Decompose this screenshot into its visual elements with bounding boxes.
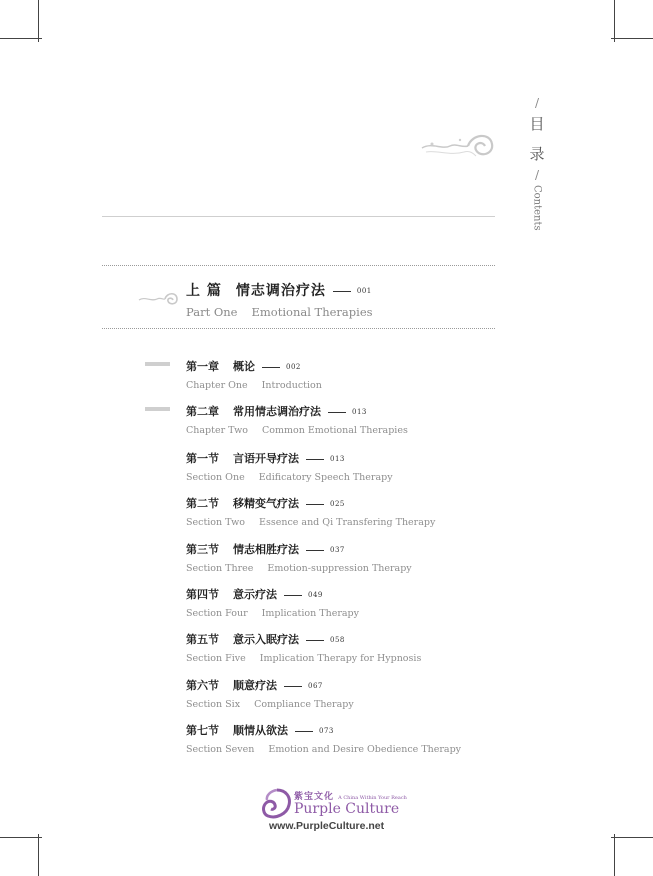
section-entry[interactable] xyxy=(186,541,412,574)
chapter-title-en: Chapter One Introduction xyxy=(186,380,322,391)
page-number: 025 xyxy=(330,500,345,508)
heading-en: Contents xyxy=(531,185,543,231)
page-number: 002 xyxy=(286,363,301,371)
section-title-cn: 第二节 移精变气疗法 025 xyxy=(186,497,345,510)
section-title-en: Section Two Essence and Qi Transfering Therapy xyxy=(186,517,436,528)
section-title-en: Section Four Implication Therapy xyxy=(186,608,359,619)
section-entry[interactable] xyxy=(186,677,354,710)
header-divider xyxy=(102,216,495,217)
section-entry[interactable] xyxy=(186,722,461,755)
chapter-title-en: Chapter Two Common Emotional Therapies xyxy=(186,425,408,436)
page-number: 001 xyxy=(356,287,372,295)
purple-culture-watermark xyxy=(262,787,407,833)
watermark-tagline: A China Within Your Reach xyxy=(338,795,407,801)
page-number: 049 xyxy=(308,591,323,599)
section-title-cn: 第五节 意示入眠疗法 058 xyxy=(186,633,345,646)
heading-cn-1: 目 xyxy=(529,115,545,133)
section-entry[interactable] xyxy=(186,495,435,528)
page-number: 073 xyxy=(319,727,334,735)
part-entry[interactable] xyxy=(186,280,373,319)
section-title-en: Section One Edificatory Speech Therapy xyxy=(186,472,393,483)
section-title-en: Section Seven Emotion and Desire Obedience Therapy xyxy=(186,744,462,755)
section-title-cn: 第三节 情志相胜疗法 037 xyxy=(186,543,345,556)
page-number: 037 xyxy=(330,546,345,554)
chapter-title-cn: 第一章 概论 002 xyxy=(186,360,301,373)
section-title-cn: 第四节 意示疗法 049 xyxy=(186,588,323,601)
small-cloud-ornament-icon xyxy=(137,290,179,308)
part-divider-top xyxy=(102,265,495,266)
heading-cn-2: 录 xyxy=(529,145,545,163)
watermark-cn: 紫宝文化 xyxy=(294,792,335,802)
section-entry[interactable] xyxy=(186,586,359,619)
cloud-ornament-icon xyxy=(420,128,498,162)
chapter-title-cn: 第二章 常用情志调治疗法 013 xyxy=(186,405,367,418)
chapter-marker xyxy=(145,407,170,411)
section-entry[interactable] xyxy=(186,631,421,664)
page-number: 013 xyxy=(330,455,345,463)
chapter-entry[interactable] xyxy=(186,358,322,391)
chapter-marker xyxy=(145,362,170,366)
section-title-cn: 第六节 顺意疗法 067 xyxy=(186,679,323,692)
watermark-url: www.PurpleCulture.net xyxy=(269,820,385,832)
watermark-name: Purple Culture xyxy=(294,801,400,817)
section-entry[interactable] xyxy=(186,450,393,483)
part-divider-bottom xyxy=(102,328,495,329)
section-title-en: Section Six Compliance Therapy xyxy=(186,699,354,710)
section-title-en: Section Five Implication Therapy for Hypnosis xyxy=(186,653,422,664)
page-number: 013 xyxy=(352,408,367,416)
contents-heading: / 目 录 / Contents xyxy=(524,97,550,231)
section-title-en: Section Three Emotion-suppression Therapy xyxy=(186,563,412,574)
page-number: 067 xyxy=(308,682,323,690)
section-title-cn: 第一节 言语开导疗法 013 xyxy=(186,452,345,465)
purple-culture-logo-icon xyxy=(262,788,292,820)
chapter-entry[interactable] xyxy=(186,403,408,436)
part-title-cn: 上 篇 情志调治疗法 001 xyxy=(186,283,372,299)
section-title-cn: 第七节 顺情从欲法 073 xyxy=(186,724,334,737)
page-number: 058 xyxy=(330,636,345,644)
part-title-en: Part One Emotional Therapies xyxy=(186,305,373,319)
